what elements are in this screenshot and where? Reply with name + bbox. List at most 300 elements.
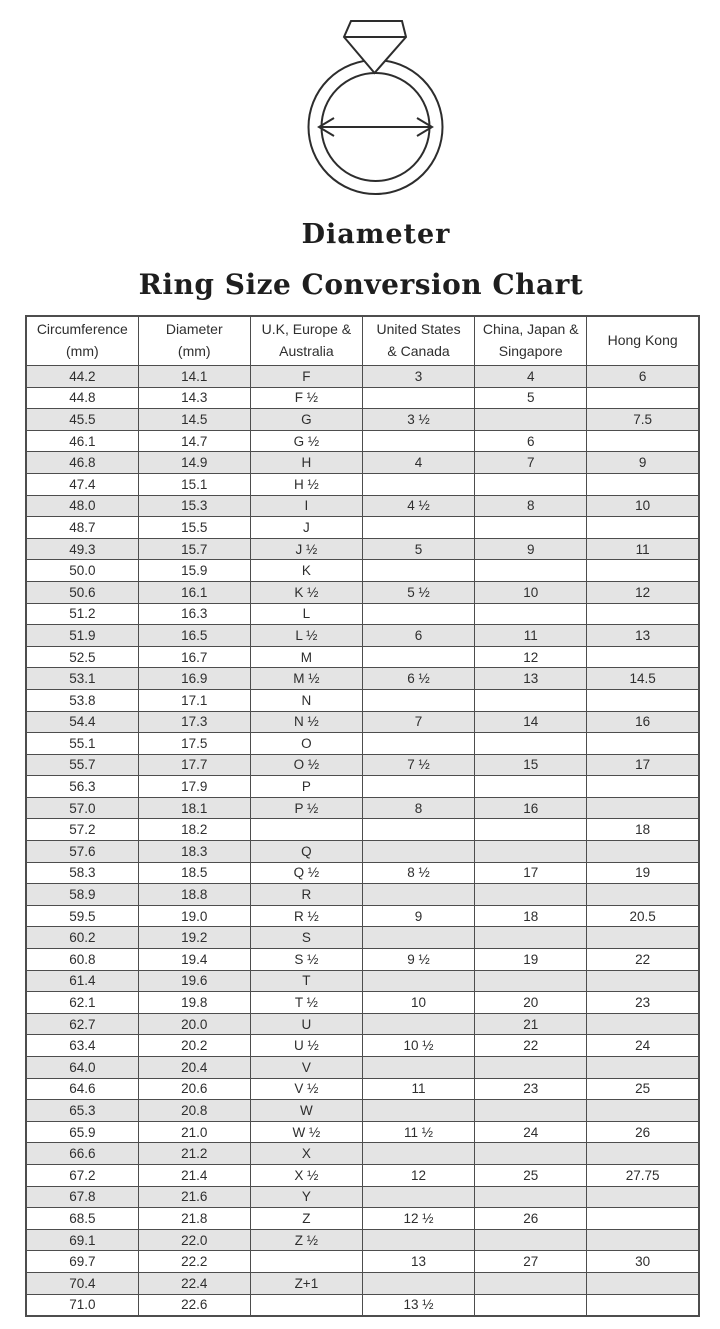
- column-header-diameter: Diameter (mm): [138, 316, 250, 366]
- table-cell: 9: [475, 538, 587, 560]
- table-cell: [587, 733, 699, 755]
- table-cell: [475, 927, 587, 949]
- table-cell: 14.1: [138, 366, 250, 388]
- table-cell: [362, 1229, 474, 1251]
- page-title: Ring Size Conversion Chart: [138, 268, 584, 301]
- table-cell: 62.1: [26, 992, 138, 1014]
- table-cell: [362, 646, 474, 668]
- table-cell: [362, 517, 474, 539]
- table-cell: [587, 1057, 699, 1079]
- table-row: [26, 409, 699, 431]
- table-cell: 14.7: [138, 430, 250, 452]
- table-row: [26, 1294, 699, 1316]
- table-cell: [587, 473, 699, 495]
- table-cell: 12: [362, 1164, 474, 1186]
- table-cell: [587, 1208, 699, 1230]
- table-cell: 20.8: [138, 1100, 250, 1122]
- table-row: [26, 1164, 699, 1186]
- table-cell: 4: [362, 452, 474, 474]
- table-cell: 45.5: [26, 409, 138, 431]
- table-row: [26, 733, 699, 755]
- table-cell: [587, 689, 699, 711]
- table-cell: 57.2: [26, 819, 138, 841]
- table-cell: 49.3: [26, 538, 138, 560]
- table-cell: 21.2: [138, 1143, 250, 1165]
- table-cell: [475, 970, 587, 992]
- table-cell: 25: [587, 1078, 699, 1100]
- table-cell: [362, 430, 474, 452]
- table-cell: [587, 1186, 699, 1208]
- table-row: [26, 603, 699, 625]
- table-cell: 27.75: [587, 1164, 699, 1186]
- table-cell: 11 ½: [362, 1121, 474, 1143]
- table-cell: 15: [475, 754, 587, 776]
- table-cell: [587, 797, 699, 819]
- table-row: [26, 862, 699, 884]
- table-cell: 14.3: [138, 387, 250, 409]
- table-cell: O: [250, 733, 362, 755]
- table-header: [26, 316, 699, 366]
- table-cell: J ½: [250, 538, 362, 560]
- table-row: [26, 1013, 699, 1035]
- table-row: [26, 625, 699, 647]
- table-cell: [475, 473, 587, 495]
- table-row: [26, 430, 699, 452]
- table-cell: 18: [587, 819, 699, 841]
- table-cell: 51.9: [26, 625, 138, 647]
- table-cell: 16.1: [138, 581, 250, 603]
- table-row: [26, 1035, 699, 1057]
- table-cell: 20.2: [138, 1035, 250, 1057]
- table-cell: 22.0: [138, 1229, 250, 1251]
- column-header-circumference: Circumference (mm): [26, 316, 138, 366]
- table-cell: 16: [475, 797, 587, 819]
- table-cell: 16.9: [138, 668, 250, 690]
- table-cell: [587, 927, 699, 949]
- table-cell: 67.8: [26, 1186, 138, 1208]
- table-cell: 22.4: [138, 1272, 250, 1294]
- table-cell: [475, 603, 587, 625]
- table-cell: 19: [587, 862, 699, 884]
- table-cell: 7: [475, 452, 587, 474]
- table-cell: [475, 1143, 587, 1165]
- table-cell: [362, 1100, 474, 1122]
- table-cell: 24: [475, 1121, 587, 1143]
- table-row: [26, 1229, 699, 1251]
- table-cell: 17.5: [138, 733, 250, 755]
- table-cell: [362, 1186, 474, 1208]
- table-cell: 27: [475, 1251, 587, 1273]
- table-cell: [475, 1100, 587, 1122]
- table-cell: 10 ½: [362, 1035, 474, 1057]
- table-cell: [362, 689, 474, 711]
- table-cell: 17: [475, 862, 587, 884]
- table-cell: 50.6: [26, 581, 138, 603]
- table-cell: 53.1: [26, 668, 138, 690]
- table-cell: Z ½: [250, 1229, 362, 1251]
- table-row: [26, 1057, 699, 1079]
- table-row: [26, 668, 699, 690]
- table-cell: 7.5: [587, 409, 699, 431]
- table-cell: 22.6: [138, 1294, 250, 1316]
- table-cell: 9: [362, 905, 474, 927]
- table-row: [26, 538, 699, 560]
- table-cell: P: [250, 776, 362, 798]
- table-cell: 51.2: [26, 603, 138, 625]
- table-cell: 60.8: [26, 949, 138, 971]
- table-cell: [587, 841, 699, 863]
- table-cell: 19.0: [138, 905, 250, 927]
- table-cell: [362, 1057, 474, 1079]
- table-cell: O ½: [250, 754, 362, 776]
- table-cell: 56.3: [26, 776, 138, 798]
- table-cell: 14.5: [138, 409, 250, 431]
- table-cell: 11: [362, 1078, 474, 1100]
- ring-diagram: [275, 8, 476, 208]
- table-cell: 19.8: [138, 992, 250, 1014]
- table-cell: G: [250, 409, 362, 431]
- table-cell: 10: [587, 495, 699, 517]
- table-cell: 17.1: [138, 689, 250, 711]
- table-cell: 6: [587, 366, 699, 388]
- table-row: [26, 646, 699, 668]
- table-cell: [587, 603, 699, 625]
- table-row: [26, 689, 699, 711]
- table-cell: F ½: [250, 387, 362, 409]
- table-cell: Z+1: [250, 1272, 362, 1294]
- table-cell: 20.5: [587, 905, 699, 927]
- table-cell: [362, 560, 474, 582]
- table-cell: 55.7: [26, 754, 138, 776]
- table-row: [26, 1078, 699, 1100]
- table-cell: U: [250, 1013, 362, 1035]
- table-cell: 7 ½: [362, 754, 474, 776]
- table-cell: [362, 841, 474, 863]
- table-cell: 12: [587, 581, 699, 603]
- table-cell: [362, 473, 474, 495]
- table-cell: 69.7: [26, 1251, 138, 1273]
- table-cell: 8: [362, 797, 474, 819]
- table-cell: V: [250, 1057, 362, 1079]
- table-cell: [250, 1251, 362, 1273]
- table-row: [26, 1251, 699, 1273]
- table-cell: 26: [587, 1121, 699, 1143]
- table-cell: [587, 1229, 699, 1251]
- table-cell: 23: [475, 1078, 587, 1100]
- table-cell: 13 ½: [362, 1294, 474, 1316]
- table-cell: [475, 517, 587, 539]
- table-cell: 22: [475, 1035, 587, 1057]
- table-cell: 6: [475, 430, 587, 452]
- table-cell: Q ½: [250, 862, 362, 884]
- table-cell: [362, 819, 474, 841]
- table-cell: [362, 1143, 474, 1165]
- table-cell: [475, 841, 587, 863]
- table-cell: [587, 1294, 699, 1316]
- table-cell: 67.2: [26, 1164, 138, 1186]
- table-cell: [475, 884, 587, 906]
- table-cell: G ½: [250, 430, 362, 452]
- table-cell: [475, 560, 587, 582]
- table-cell: [475, 1186, 587, 1208]
- table-cell: [587, 560, 699, 582]
- table-cell: 30: [587, 1251, 699, 1273]
- header-row: [26, 316, 699, 366]
- table-cell: 25: [475, 1164, 587, 1186]
- table-cell: 17.7: [138, 754, 250, 776]
- table-cell: X: [250, 1143, 362, 1165]
- table-cell: 57.6: [26, 841, 138, 863]
- table-cell: 62.7: [26, 1013, 138, 1035]
- table-cell: 15.1: [138, 473, 250, 495]
- table-cell: 19.6: [138, 970, 250, 992]
- table-cell: K: [250, 560, 362, 582]
- table-row: [26, 992, 699, 1014]
- table-cell: [587, 884, 699, 906]
- table-cell: 22.2: [138, 1251, 250, 1273]
- table-cell: P ½: [250, 797, 362, 819]
- table-cell: 21.4: [138, 1164, 250, 1186]
- table-cell: [250, 819, 362, 841]
- table-cell: 5 ½: [362, 581, 474, 603]
- table-cell: 15.9: [138, 560, 250, 582]
- table-cell: K ½: [250, 581, 362, 603]
- table-cell: 10: [362, 992, 474, 1014]
- table-cell: 21.8: [138, 1208, 250, 1230]
- table-cell: 21: [475, 1013, 587, 1035]
- table-cell: 58.9: [26, 884, 138, 906]
- table-cell: 8 ½: [362, 862, 474, 884]
- table-cell: 12 ½: [362, 1208, 474, 1230]
- table-row: [26, 1208, 699, 1230]
- table-cell: R ½: [250, 905, 362, 927]
- table-row: [26, 560, 699, 582]
- table-cell: 19.4: [138, 949, 250, 971]
- table-cell: 5: [362, 538, 474, 560]
- table-cell: M: [250, 646, 362, 668]
- table-cell: [587, 1013, 699, 1035]
- table-cell: [362, 1272, 474, 1294]
- table-cell: 21.0: [138, 1121, 250, 1143]
- table-cell: 14.5: [587, 668, 699, 690]
- table-cell: [362, 884, 474, 906]
- table-cell: 22: [587, 949, 699, 971]
- table-cell: 18.5: [138, 862, 250, 884]
- table-cell: 20.6: [138, 1078, 250, 1100]
- table-cell: W ½: [250, 1121, 362, 1143]
- table-cell: N ½: [250, 711, 362, 733]
- table-cell: [362, 603, 474, 625]
- table-cell: 17: [587, 754, 699, 776]
- table-cell: I: [250, 495, 362, 517]
- table-cell: L: [250, 603, 362, 625]
- table-cell: 14.9: [138, 452, 250, 474]
- table-cell: [475, 1272, 587, 1294]
- table-row: [26, 366, 699, 388]
- table-row: [26, 1272, 699, 1294]
- table-body: [26, 366, 699, 1317]
- table-cell: 60.2: [26, 927, 138, 949]
- table-cell: 4 ½: [362, 495, 474, 517]
- table-row: [26, 776, 699, 798]
- table-cell: Z: [250, 1208, 362, 1230]
- table-cell: 14: [475, 711, 587, 733]
- table-cell: 61.4: [26, 970, 138, 992]
- table-cell: 18.2: [138, 819, 250, 841]
- table-row: [26, 927, 699, 949]
- table-cell: 17.9: [138, 776, 250, 798]
- table-cell: [475, 776, 587, 798]
- table-cell: 57.0: [26, 797, 138, 819]
- table-cell: 59.5: [26, 905, 138, 927]
- table-cell: [587, 387, 699, 409]
- table-cell: 20: [475, 992, 587, 1014]
- table-cell: 58.3: [26, 862, 138, 884]
- diamond-shape: [344, 21, 406, 73]
- table-cell: [475, 689, 587, 711]
- table-row: [26, 905, 699, 927]
- table-cell: 8: [475, 495, 587, 517]
- ring-size-conversion-table: [25, 315, 700, 1317]
- table-cell: 20.4: [138, 1057, 250, 1079]
- table-cell: 53.8: [26, 689, 138, 711]
- table-cell: S: [250, 927, 362, 949]
- table-cell: [587, 517, 699, 539]
- column-header-us-canada: United States & Canada: [362, 316, 474, 366]
- table-cell: 64.6: [26, 1078, 138, 1100]
- table-cell: H: [250, 452, 362, 474]
- column-header-uk-europe-australia: U.K, Europe & Australia: [250, 316, 362, 366]
- table-cell: 13: [362, 1251, 474, 1273]
- table-cell: [362, 387, 474, 409]
- table-cell: [362, 970, 474, 992]
- table-cell: [475, 409, 587, 431]
- table-cell: 24: [587, 1035, 699, 1057]
- diamond-ring-icon: [275, 8, 476, 208]
- table-cell: U ½: [250, 1035, 362, 1057]
- table-cell: 48.0: [26, 495, 138, 517]
- table-cell: 18: [475, 905, 587, 927]
- table-cell: N: [250, 689, 362, 711]
- table-row: [26, 711, 699, 733]
- table-row: [26, 1186, 699, 1208]
- table-cell: T ½: [250, 992, 362, 1014]
- table-cell: 21.6: [138, 1186, 250, 1208]
- table-cell: 19: [475, 949, 587, 971]
- table-cell: 15.7: [138, 538, 250, 560]
- table-cell: 69.1: [26, 1229, 138, 1251]
- table-cell: 16: [587, 711, 699, 733]
- table-cell: 6: [362, 625, 474, 647]
- table-cell: 16.7: [138, 646, 250, 668]
- table-cell: [587, 1272, 699, 1294]
- table-cell: 11: [475, 625, 587, 647]
- table-cell: 16.5: [138, 625, 250, 647]
- table-cell: 3: [362, 366, 474, 388]
- table-cell: V ½: [250, 1078, 362, 1100]
- table-cell: 46.1: [26, 430, 138, 452]
- table-cell: 10: [475, 581, 587, 603]
- table-cell: 64.0: [26, 1057, 138, 1079]
- table-cell: 3 ½: [362, 409, 474, 431]
- table-row: [26, 473, 699, 495]
- table-cell: X ½: [250, 1164, 362, 1186]
- table-cell: 15.3: [138, 495, 250, 517]
- table-cell: S ½: [250, 949, 362, 971]
- table-cell: R: [250, 884, 362, 906]
- table-cell: 50.0: [26, 560, 138, 582]
- table-cell: 7: [362, 711, 474, 733]
- table-cell: 4: [475, 366, 587, 388]
- table-cell: [362, 927, 474, 949]
- table-row: [26, 1143, 699, 1165]
- table-cell: 20.0: [138, 1013, 250, 1035]
- table-row: [26, 1121, 699, 1143]
- table-cell: [587, 430, 699, 452]
- table-cell: [475, 1294, 587, 1316]
- table-cell: [362, 1013, 474, 1035]
- table-cell: 55.1: [26, 733, 138, 755]
- diameter-label: Diameter: [301, 219, 451, 250]
- table-cell: 65.9: [26, 1121, 138, 1143]
- table-cell: 47.4: [26, 473, 138, 495]
- table-cell: 54.4: [26, 711, 138, 733]
- table-cell: L ½: [250, 625, 362, 647]
- table-row: [26, 754, 699, 776]
- table-row: [26, 797, 699, 819]
- table-cell: 52.5: [26, 646, 138, 668]
- table-cell: 12: [475, 646, 587, 668]
- table-row: [26, 819, 699, 841]
- table-cell: 9 ½: [362, 949, 474, 971]
- table-row: [26, 884, 699, 906]
- table-row: [26, 949, 699, 971]
- table-row: [26, 517, 699, 539]
- table-cell: H ½: [250, 473, 362, 495]
- table-cell: [587, 776, 699, 798]
- table-cell: [475, 1057, 587, 1079]
- table-cell: Q: [250, 841, 362, 863]
- table-cell: 19.2: [138, 927, 250, 949]
- table-cell: [475, 819, 587, 841]
- table-cell: M ½: [250, 668, 362, 690]
- table-cell: 48.7: [26, 517, 138, 539]
- column-header-china-japan-singapore: China, Japan & Singapore: [475, 316, 587, 366]
- table-cell: 9: [587, 452, 699, 474]
- table-cell: T: [250, 970, 362, 992]
- table-cell: 18.1: [138, 797, 250, 819]
- table-cell: 71.0: [26, 1294, 138, 1316]
- table-cell: 66.6: [26, 1143, 138, 1165]
- table-row: [26, 452, 699, 474]
- table-cell: J: [250, 517, 362, 539]
- table-cell: 18.8: [138, 884, 250, 906]
- table-row: [26, 387, 699, 409]
- table-cell: 70.4: [26, 1272, 138, 1294]
- table-row: [26, 495, 699, 517]
- table-cell: 16.3: [138, 603, 250, 625]
- table-cell: [587, 1100, 699, 1122]
- table-cell: [475, 1229, 587, 1251]
- table-cell: 13: [587, 625, 699, 647]
- table-cell: [475, 733, 587, 755]
- table-row: [26, 841, 699, 863]
- table-row: [26, 970, 699, 992]
- table-cell: [587, 970, 699, 992]
- table-cell: 26: [475, 1208, 587, 1230]
- table-cell: [362, 733, 474, 755]
- table-cell: 17.3: [138, 711, 250, 733]
